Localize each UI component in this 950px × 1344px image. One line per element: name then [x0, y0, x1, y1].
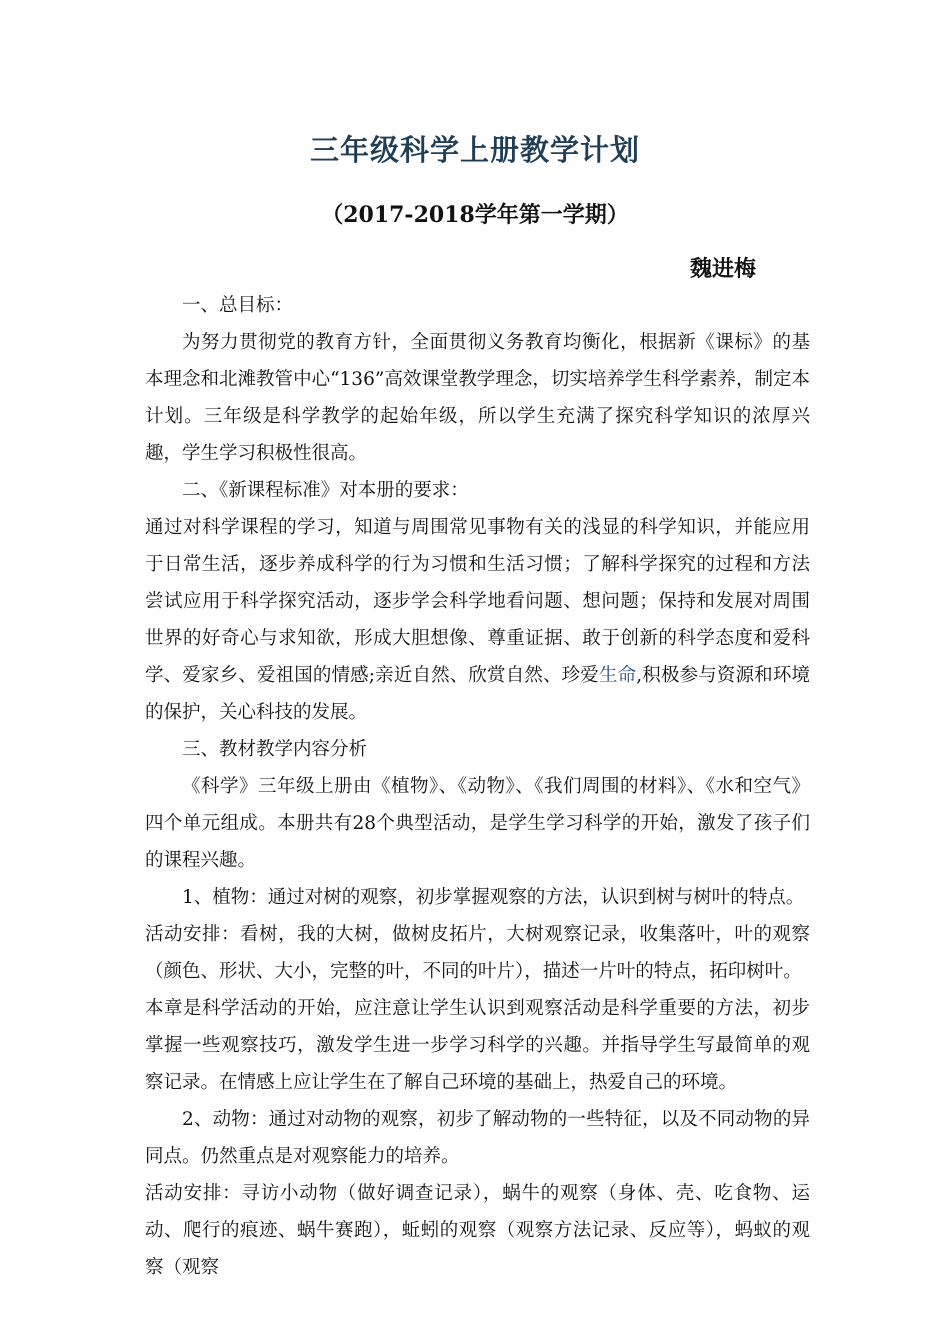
goal-heading: 一、总目标：: [182, 295, 294, 316]
document-subtitle: （2017-2018学年第一学期）: [321, 202, 629, 228]
life-link[interactable]: 生命: [598, 665, 637, 686]
document-author: 魏进梅: [690, 256, 757, 282]
standard-text-a: 通过对科学课程的学习，知道与周围常见事物有关的浅显的科学知识，并能应用于日常生活，逐步养成科学的行为习惯和生活习惯；了解科学探究的过程和方法尝试应用于科学探究活动，逐步学会科学地看问题、想问题；保持和发展对周围世界的好奇心与求知欲，形成大胆想像、尊重证据、敢于创新的科学态度和爱科学、爱家乡、爱祖国的情感;亲近自然、欣赏自然、珍爱: [145, 517, 810, 686]
standard-text-b: ,积极参与资源和环境的保护，关心科技的发展。: [145, 665, 810, 723]
plant-notes: 本章是科学活动的开始，应注意让学生认识到观察活动是科学重要的方法，初步掌握一些观察技巧，激发学生进一步学习科学的兴趣。并指导学生写最简单的观察记录。在情感上应让学生在了解自己环境的基础上，热爱自己的环境。: [145, 998, 810, 1093]
plant-intro: 1、植物：通过对树的观察，初步掌握观察的方法，认识到树与树叶的特点。: [182, 887, 805, 908]
standard-heading: 二、《新课程标准》对本册的要求：: [182, 480, 469, 501]
animal-intro: 2、动物：通过对动物的观察，初步了解动物的一些特征，以及不同动物的异同点。仍然重点是对观察能力的培养。: [145, 1109, 810, 1167]
analysis-heading: 三、教材教学内容分析: [182, 739, 368, 760]
animal-activities: 活动安排：寻访小动物（做好调查记录），蜗牛的观察（身体、壳、吃食物、运动、爬行的痕迹、蜗牛赛跑），蚯蚓的观察（观察方法记录、反应等），蚂蚁的观察（观察: [145, 1183, 810, 1278]
plant-activities: 活动安排：看树，我的大树，做树皮拓片，大树观察记录，收集落叶，叶的观察（颜色、形状、大小，完整的叶，不同的叶片），描述一片叶的特点，拓印树叶。: [145, 924, 810, 982]
document-title: 三年级科学上册教学计划: [309, 133, 640, 167]
standard-paragraph: [145, 509, 810, 731]
document-body: [145, 287, 810, 1286]
goal-paragraph: 为努力贯彻党的教育方针，全面贯彻义务教育均衡化，根据新《课标》的基本理念和北滩教管中心“136”高效课堂教学理念，切实培养学生科学素养，制定本计划。三年级是科学教学的起始年级，所以学生充满了探究科学知识的浓厚兴趣，学生学习积极性很高。: [145, 332, 810, 464]
analysis-paragraph: 《科学》三年级上册由《植物》、《动物》、《我们周围的材料》、《水和空气》四个单元组成。本册共有28个典型活动，是学生学习科学的开始，激发了孩子们的课程兴趣。: [145, 776, 810, 871]
